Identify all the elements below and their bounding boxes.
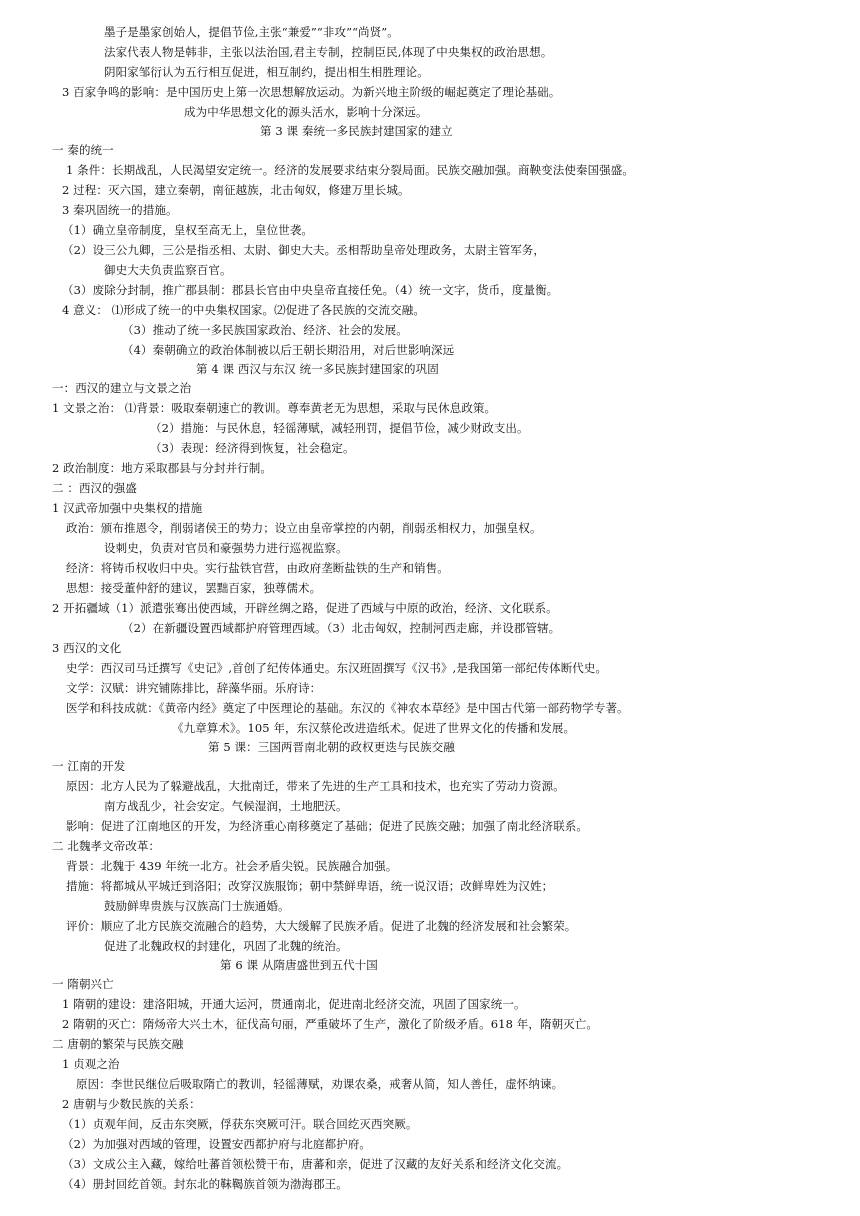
text-line: （2）在新疆设置西域都护府管理西域。（3）北击匈奴，控制河西走廊，并设郡管辖。 [122, 621, 561, 635]
text-line: 1 汉武帝加强中央集权的措施 [52, 501, 203, 515]
text-line: （3）文成公主入藏，嫁给吐蕃首领松赞干布，唐蕃和亲，促进了汉藏的友好关系和经济文化交流。 [62, 1157, 569, 1171]
text-line: 文学：汉赋：讲究铺陈排比，辞藻华丽。乐府诗： [66, 681, 322, 695]
text-line: 1 贞观之治 [62, 1057, 120, 1071]
text-line: （4）秦朝确立的政治体制被以后王朝长期沿用，对后世影响深远 [122, 343, 455, 357]
text-line: 2 过程：灭六国，建立秦朝，南征越族，北击匈奴，修建万里长城。 [62, 183, 410, 197]
text-line: 原因：北方人民为了躲避战乱，大批南迁，带来了先进的生产工具和技术，也充实了劳动力资源。 [66, 779, 565, 793]
text-line: （3）表现：经济得到恢复，社会稳定。 [150, 441, 355, 455]
section-heading: 二 唐朝的繁荣与民族交融 [52, 1037, 184, 1051]
text-line: 评价：顺应了北方民族交流融合的趋势，大大缓解了民族矛盾。促进了北魏的经济发展和社会繁荣。 [66, 919, 577, 933]
text-line: 3 秦巩固统一的措施。 [62, 203, 178, 217]
text-line: 医学和科技成就：《黄帝内经》奠定了中医理论的基础。东汉的《神农本草经》是中国古代第一部药物学专著。 [66, 701, 629, 715]
lesson-heading: 第 6 课 从隋唐盛世到五代十国 [220, 958, 378, 972]
section-heading: 一 江南的开发 [52, 759, 126, 773]
text-line: 措施：将都城从平城迁到洛阳；改穿汉族服饰；朝中禁鲜卑语，统一说汉语；改鲜卑姓为汉姓； [66, 879, 554, 893]
text-line: 鼓励鲜卑贵族与汉族高门士族通婚。 [104, 899, 290, 913]
text-line: 2 唐朝与少数民族的关系： [62, 1097, 201, 1111]
text-line: 1 隋朝的建设：建洛阳城，开通大运河，贯通南北，促进南北经济交流，巩固了国家统一。 [62, 997, 526, 1011]
text-line: 原因：李世民继位后吸取隋亡的教训，轻徭薄赋，劝课农桑，戒奢从简，知人善任，虚怀纳谏。 [76, 1077, 564, 1091]
section-heading: 一 隋朝兴亡 [52, 977, 114, 991]
text-line: 《九章算术》。105 年，东汉蔡伦改进造纸术。促进了世界文化的传播和发展。 [172, 721, 576, 735]
text-line: 法家代表人物是韩非，主张以法治国,君主专制，控制臣民,体现了中央集权的政治思想。 [104, 45, 553, 59]
text-line: 2 政治制度：地方采取郡县与分封并行制。 [52, 461, 272, 475]
text-line: （1）贞观年间，反击东突厥，俘获东突厥可汗。联合回纥灭西突厥。 [62, 1117, 418, 1131]
text-line: 2 开拓疆域（1）派遣张骞出使西域，开辟丝绸之路，促进了西域与中原的政治，经济、文化联系。 [52, 601, 558, 615]
lesson-heading: 第 5 课：三国两晋南北朝的政权更迭与民族交融 [208, 740, 455, 754]
text-line: （2）为加强对西域的管理，设置安西都护府与北庭都护府。 [62, 1137, 372, 1151]
text-line: 史学：西汉司马迁撰写《史记》,首创了纪传体通史。东汉班固撰写《汉书》,是我国第一部纪传体断代史。 [66, 661, 608, 675]
text-line: 思想：接受董仲舒的建议，罢黜百家，独尊儒术。 [66, 581, 322, 595]
text-line: 御史大夫负责监察百官。 [104, 263, 232, 277]
section-heading: 二 ：西汉的强盛 [52, 481, 137, 495]
text-line: 影响：促进了江南地区的开发，为经济重心南移奠定了基础；促进了民族交融；加强了南北经济联系。 [66, 819, 588, 833]
text-line: 设刺史，负责对官员和豪强势力进行巡视监察。 [104, 541, 348, 555]
lesson-heading: 第 4 课 西汉与东汉 统一多民族封建国家的巩固 [196, 362, 439, 376]
text-line: （1）确立皇帝制度，皇权至高无上，皇位世袭。 [62, 223, 314, 237]
text-line: 背景：北魏于 439 年统一北方。社会矛盾尖锐。民族融合加强。 [66, 859, 398, 873]
text-line: （3）废除分封制，推广郡县制：郡县长官由中央皇帝直接任免。（4）统一文字，货币，度量衡。 [62, 283, 559, 297]
section-heading: 一 秦的统一 [52, 143, 114, 157]
text-line: 南方战乱少，社会安定。气候湿润，土地肥沃。 [104, 799, 348, 813]
text-line: 墨子是墨家创始人，提倡节俭,主张“兼爱”“非攻”“尚贤”。 [104, 25, 399, 39]
text-line: 2 隋朝的灭亡：隋炀帝大兴土木，征伐高句丽，严重破坏了生产，激化了阶级矛盾。618 年，隋朝灭亡。 [62, 1017, 598, 1031]
text-line: （4）册封回纥首领。封东北的靺鞨族首领为渤海郡王。 [62, 1177, 348, 1191]
text-line: 1 文景之治： ⑴背景：吸取秦朝速亡的教训。尊奉黄老无为思想，采取与民休息政策。 [52, 401, 497, 415]
text-line: （3）推动了统一多民族国家政治、经济、社会的发展。 [122, 323, 408, 337]
text-line: 经济：将铸币权收归中央。实行盐铁官营，由政府垄断盐铁的生产和销售。 [66, 561, 449, 575]
text-line: 成为中华思想文化的源头活水，影响十分深远。 [184, 105, 428, 119]
section-heading: 一：西汉的建立与文景之治 [52, 381, 192, 395]
text-line: 4 意义： ⑴形成了统一的中央集权国家。⑵促进了各民族的交流交融。 [62, 303, 425, 317]
text-line: 1 条件：长期战乱，人民渴望安定统一。经济的发展要求结束分裂局面。民族交融加强。商鞅变法使秦国强盛。 [66, 163, 634, 177]
text-line: 阴阳家邹衍认为五行相互促进，相互制约，提出相生相胜理论。 [104, 65, 429, 79]
lesson-heading: 第 3 课 秦统一多民族封建国家的建立 [260, 124, 453, 138]
text-line: （2）设三公九卿，三公是指丞相、太尉、御史大夫。丞相帮助皇帝处理政务，太尉主管军务， [62, 243, 546, 257]
section-heading: 二 北魏孝文帝改革： [52, 839, 161, 853]
text-line: 促进了北魏政权的封建化，巩固了北魏的统治。 [104, 939, 348, 953]
text-line: 3 西汉的文化 [52, 641, 122, 655]
text-line: （2）措施：与民休息，轻徭薄赋，减轻刑罚，提倡节俭，减少财政支出。 [150, 421, 529, 435]
text-line: 政治：颁布推恩令，削弱诸侯王的势力；设立由皇帝掌控的内朝，削弱丞相权力，加强皇权。 [66, 521, 542, 535]
text-line: 3 百家争鸣的影响：是中国历史上第一次思想解放运动。为新兴地主阶级的崛起奠定了理论基础。 [62, 85, 561, 99]
